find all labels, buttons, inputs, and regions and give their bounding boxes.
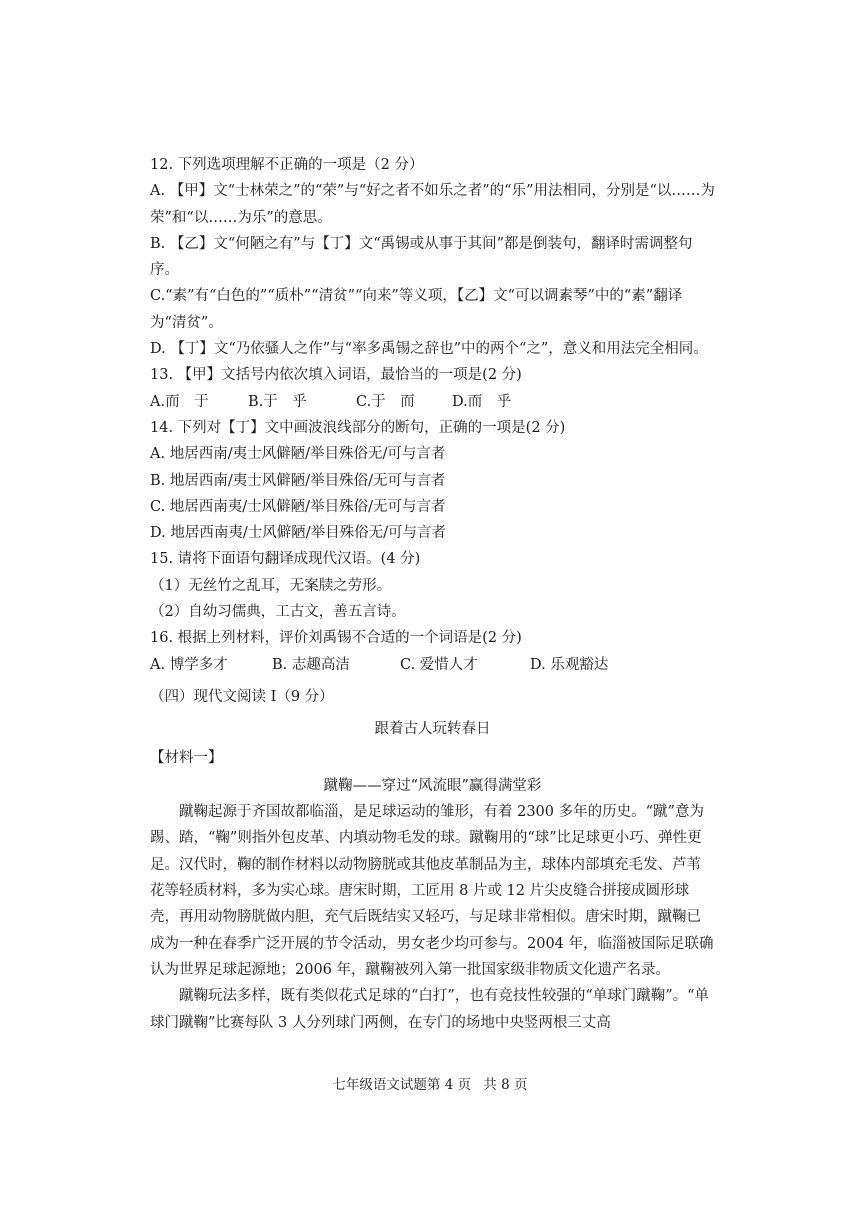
q13-option-d: D.而 乎	[452, 393, 512, 410]
q15-item-1: （1）无丝竹之乱耳，无案牍之劳形。	[150, 577, 392, 594]
q14-option-b: B. 地居西南/夷士风僻陋/举目殊俗/无可与言者	[150, 472, 446, 489]
q16-option-d: D. 乐观豁达	[530, 656, 609, 673]
q12-stem: 12. 下列选项理解不正确的一项是（2 分）	[150, 157, 424, 173]
q12-option-c: C.“素”有“白色的”“质朴”“清贫”“向来”等义项，【乙】文“可以调素琴”中的“素”翻译为“清贫”。	[150, 288, 683, 331]
material-label: 【材料一】	[150, 749, 223, 766]
q12-option-d: D. 【丁】文“乃依骚人之作”与“率多禹锡之辞也”中的两个“之”，意义和用法完全相同。	[150, 341, 708, 358]
q14-option-a: A. 地居西南/夷士风僻陋/举目殊俗无/可与言者	[150, 446, 446, 463]
q16-option-b: B. 志趣高洁	[272, 656, 350, 673]
q13-option-c: C.于 而	[356, 393, 415, 410]
total-pages-label: 共 8 页	[483, 1077, 528, 1093]
q14-stem: 14. 下列对【丁】文中画波浪线部分的断句，正确的一项是(2 分)	[150, 419, 566, 436]
q12-option-b: B. 【乙】文“何陋之有”与【丁】文“禹锡或从事于其间”都是倒装句，翻译时需调整句序。	[150, 235, 693, 279]
q16-option-c: C. 爱惜人才	[400, 656, 478, 673]
q14-option-c: C. 地居西南夷/士风僻陋/举目殊俗/无可与言者	[150, 498, 446, 515]
q16-options	[150, 652, 715, 678]
q16-option-a: A. 博学多才	[150, 656, 228, 673]
q16-stem: 16. 根据上列材料，评价刘禹锡不合适的一个词语是(2 分)	[150, 630, 522, 647]
q14-option-d: D. 地居西南夷/士风僻陋/举目殊俗无/可与言者	[150, 525, 446, 542]
q15-stem: 15. 请将下面语句翻译成现代汉语。(4 分)	[150, 551, 421, 568]
q12-option-a: A. 【甲】文“士林荣之”的“荣”与“好之者不如乐之者”的“乐”用法相同，分别是“以……为荣”和“以……为乐”的意思。	[150, 183, 715, 226]
reading-paragraph-1: 蹴鞠起源于齐国故都临淄，是足球运动的雏形，有着 2300 多年的历史。“蹴”意为踢、踏，“鞠”则指外包皮革、内填动物毛发的球。蹴鞠用的“球”比足球更小巧、弹性更足。汉代时，鞠的制作材料以动物膀胱或其他皮革制品为主，球体内部填充毛发、芦苇花等轻质材料，多为实心球。唐宋时期，工匠用 8 片或 12 片尖皮缝合拼接成圆形球壳，再用动物膀胱做内胆，充气后既结实又轻巧，与足球非常相似。唐宋时期，蹴鞠已成为一种在春季广泛开展的节令活动，男女老少均可参与。2004 年，临淄被国际足联确认为世界足球起源地；2006 年，蹴鞠被列入第一批国家级非物质文化遗产名录。	[150, 804, 714, 978]
q13-options	[150, 389, 715, 415]
page-footer	[0, 1073, 860, 1093]
reading-title: 跟着古人玩转春日	[374, 721, 491, 738]
q13-stem: 13. 【甲】文括号内依次填入词语，最恰当的一项是(2 分)	[150, 367, 522, 384]
reading-paragraph-2: 蹴鞠玩法多样，既有类似花式足球的“白打”，也有竞技性较强的“单球门蹴鞠”。“单球门蹴鞠”比赛每队 3 人分列球门两侧，在专门的场地中央竖两根三丈高	[150, 988, 710, 1031]
exam-content	[150, 152, 715, 1036]
q15-item-2: （2）自幼习儒典，工古文，善五言诗。	[150, 604, 406, 621]
q13-option-a: A.而 于	[150, 393, 209, 410]
q13-option-b: B.于 乎	[248, 393, 307, 410]
material-subtitle: 蹴鞠——穿过“风流眼”赢得满堂彩	[323, 777, 542, 794]
page-number-label: 七年级语文试题第 4 页	[332, 1077, 472, 1093]
reading-section-heading: （四）现代文阅读 I（9 分）	[150, 688, 334, 705]
